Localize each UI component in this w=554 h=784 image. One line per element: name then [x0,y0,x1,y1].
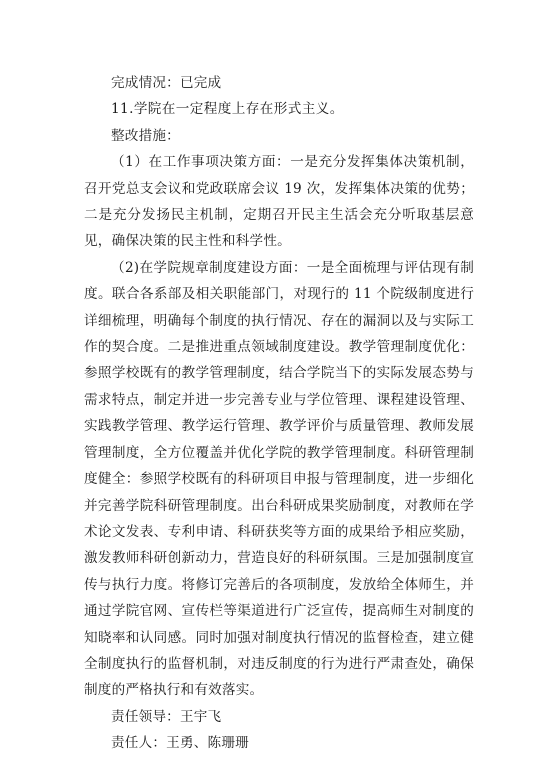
measures-label: 整改措施： [111,127,180,144]
measure-paragraph-2: （2)在学院规章制度建设方面：一是全面梳理与评估现有制度。联合各系部及相关职能部门，对现行的 11 个院级制度进行详细梳理，明确每个制度的执行情况、存在的漏洞以及与实际工作的契合度。二是推进重点领域制度建设。教学管理制度优化：参照学校既有的教学管理制度，结合学院当下的实际发展态势与需求特点，制定并进一步完善专业与学位管理、课程建设管理、实践教学管理、教学运行管理、教学评价与质量管理、教师发展管理制度，全方位覆盖并优化学院的教学管理制度。科研管理制度健全：参照学校既有的科研项目申报与管理制度，进一步细化并完善学院科研管理制度。出台科研成果奖励制度，对教师在学术论文发表、专利申请、科研获奖等方面的成果给予相应奖励，激发教师科研创新动力，营造良好的科研氛围。三是加强制度宣传与执行力度。将修订完善后的各项制度，发放给全体师生，并通过学院官网、宣传栏等渠道进行广泛宣传，提高师生对制度的知晓率和认同感。同时加强对制度执行情况的监督检查，建立健全制度执行的监督机制，对违反制度的行为进行严肃查处，确保制度的严格执行和有效落实。 [84,259,474,699]
item-heading: 11.学院在一定程度上存在形式主义。 [111,101,344,118]
responsible-leader: 责任领导：王宇飞 [111,708,222,725]
completion-status: 完成情况：已完成 [111,75,222,91]
document-body [84,70,474,757]
measure-paragraph-1: （1）在工作事项决策方面：一是充分发挥集体决策机制，召开党总支会议和党政联席会议 19 次，发挥集体决策的优势；二是充分发扬民主机制，定期召开民主生活会充分听取基层意见，确保决策的民主性和科学性。 [84,154,474,250]
responsible-person: 责任人：王勇、陈珊珊 [111,735,249,752]
